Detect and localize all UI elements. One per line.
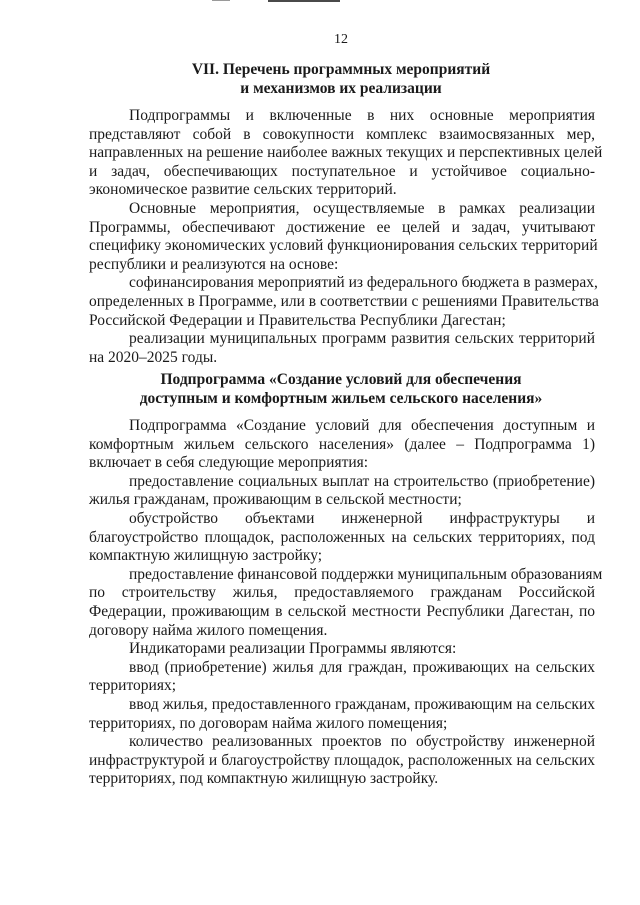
text-line: комфортным жильем сельского населения» (далее – Подпрограмма 1) (89, 435, 595, 453)
text-line: Российской Федерации и Правительства Республики Дагестан; (89, 311, 506, 329)
text-line: благоустройство площадок, расположенных на сельских территориях, под (89, 528, 595, 546)
section-heading-line: и механизмов их реализации (240, 79, 442, 97)
scan-edge-mark (212, 0, 230, 1)
scan-edge-mark (268, 0, 340, 2)
page-number: 12 (334, 32, 348, 47)
text-line: Подпрограмма «Создание условий для обеспечения доступным и (129, 417, 595, 434)
text-line: договору найма жилого помещения. (89, 621, 328, 639)
text-line: жилья гражданам, проживающим в сельской местности; (89, 491, 462, 509)
text-line: Основные мероприятия, осуществляемые в рамках реализации (129, 199, 595, 217)
text-line: Программы, обеспечивают достижение ее целей и задач, учитывают (89, 218, 595, 236)
text-line: количество реализованных проектов по обустройству инженерной (129, 733, 595, 751)
text-line: предоставление социальных выплат на строительство (приобретение) (129, 472, 595, 490)
text-line: реализации муниципальных программ развития сельских территорий (129, 330, 595, 348)
text-line: и задач, обеспечивающих поступательное и устойчивое социально- (89, 162, 595, 180)
section-heading-line: VII. Перечень программных мероприятий (191, 61, 491, 78)
text-line: включает в себя следующие мероприятия: (89, 454, 369, 472)
text-line: Федерации, проживающим в сельской местности Республики Дагестан, по (89, 602, 595, 620)
section-heading (0, 61, 640, 98)
subprogram-heading-line: доступным и комфортным жильем сельского населения» (139, 389, 543, 407)
subprogram-heading-line: Подпрограмма «Создание условий для обеспечения (160, 371, 522, 388)
text-line: по строительству жилья, предоставляемого гражданам Российской (89, 584, 595, 602)
section-body (89, 107, 603, 367)
subprogram-body (89, 417, 603, 789)
text-line: софинансирования мероприятий из федерального бюджета в размерах, (129, 274, 598, 292)
text-line: республики и реализуются на основе: (89, 255, 339, 273)
text-line: территориях, под компактную жилищную застройку. (89, 770, 439, 788)
text-line: на 2020–2025 годы. (89, 348, 218, 366)
text-line: представляют собой в совокупности комплекс взаимосвязанных мер, (89, 125, 595, 143)
text-line: определенных в Программе, или в соответствии с решениями Правительства (89, 292, 599, 310)
text-line: территориях; (89, 677, 176, 695)
text-line: Подпрограммы и включенные в них основные мероприятия (129, 107, 595, 124)
subprogram-heading (0, 371, 640, 408)
text-line: экономическое развитие сельских территорий. (89, 181, 397, 199)
text-line: специфику экономических условий функционирования сельских территорий (89, 237, 598, 255)
text-line: компактную жилищную застройку; (89, 547, 323, 565)
text-line: предоставление финансовой поддержки муниципальным образованиям (129, 565, 603, 583)
text-line: ввод жилья, предоставленного гражданам, проживающим на сельских (129, 695, 595, 713)
text-line: направленных на решение наиболее важных текущих и перспективных целей (89, 144, 603, 162)
text-line: территориях, по договорам найма жилого помещения; (89, 714, 448, 732)
text-line: ввод (приобретение) жилья для граждан, проживающих на сельских (129, 658, 595, 676)
text-line: Индикаторами реализации Программы являются: (129, 640, 457, 658)
text-line: обустройство объектами инженерной инфраструктуры и (129, 509, 595, 527)
text-line: инфраструктурой и благоустройству площадок, расположенных на сельских (89, 751, 595, 769)
